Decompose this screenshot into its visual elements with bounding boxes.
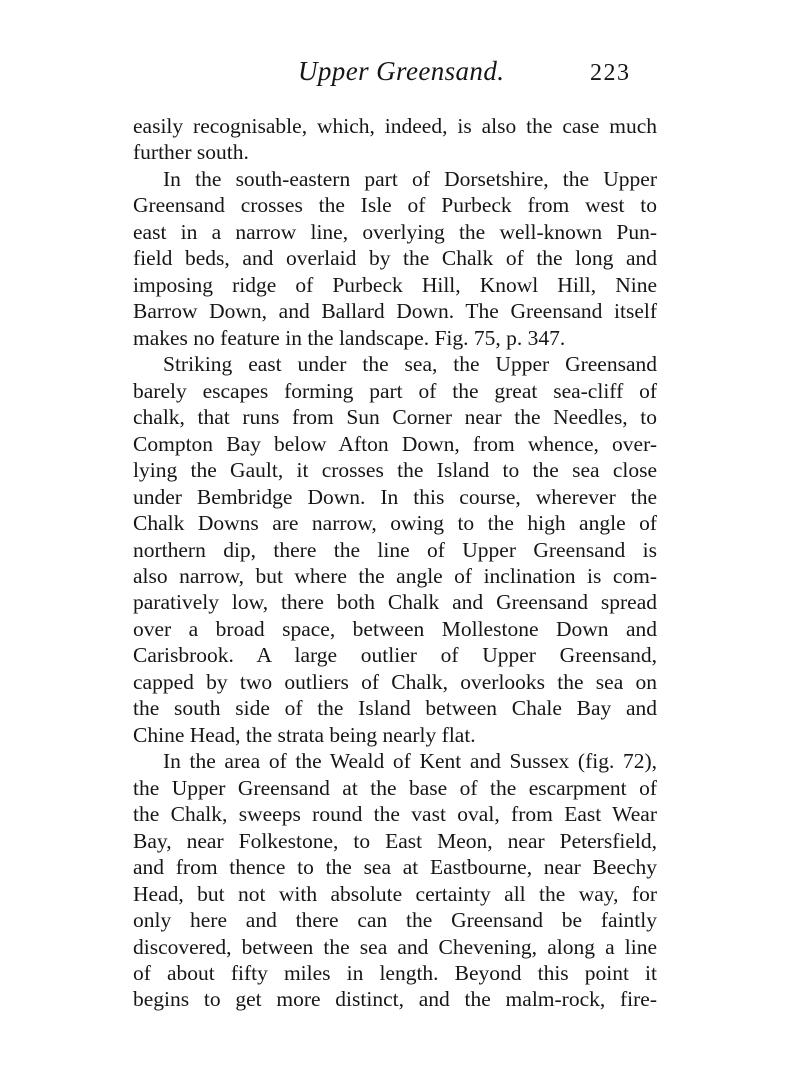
text-line: the Upper Greensand at the base of the escarpment of [133,775,657,800]
text-line: Greensand crosses the Isle of Purbeck from west to [133,193,657,218]
text-line: and from thence to the sea at Eastbourne, near Beechy [133,855,657,880]
text-line: Bay, near Folkestone, to East Meon, near Petersfield, [133,828,657,853]
text-line: Carisbrook. A large outlier of Upper Greensand, [133,643,657,668]
text-line: barely escapes forming part of the great sea-cliff of [133,378,657,403]
text-line: In the south-eastern part of Dorsetshire, the Upper [163,166,657,191]
text-line: over a broad space, between Mollestone Down and [133,616,657,641]
text-line: the south side of the Island between Chale Bay and [133,696,657,721]
text-line: discovered, between the sea and Chevening, along a line [133,934,657,959]
text-line: Barrow Down, and Ballard Down. The Greensand itself [133,299,657,324]
text-line: east in a narrow line, overlying the well-known Pun- [133,219,657,244]
text-line: Compton Bay below Afton Down, from whence, over- [133,431,657,456]
running-head [0,56,795,96]
text-line: only here and there can the Greensand be faintly [133,908,657,933]
text-line: capped by two outliers of Chalk, overlooks the sea on [133,669,657,694]
text-line: lying the Gault, it crosses the Island to the sea close [133,458,657,483]
text-line: paratively low, there both Chalk and Greensand spread [133,590,657,615]
body-text [133,113,657,1013]
text-line: makes no feature in the landscape. Fig. 75, p. 347. [133,325,566,350]
text-line: also narrow, but where the angle of inclination is com- [133,563,657,588]
text-line: easily recognisable, which, indeed, is also the case much [133,114,657,138]
text-line: Chine Head, the strata being nearly flat. [133,722,476,747]
text-line: Chalk Downs are narrow, owing to the high angle of [133,511,657,536]
text-line: further south. [133,140,249,165]
text-line: Striking east under the sea, the Upper Greensand [163,352,657,377]
text-line: chalk, that runs from Sun Corner near the Needles, to [133,405,657,430]
page-number: 223 [590,60,631,86]
text-line: Head, but not with absolute certainty all the way, for [133,881,657,906]
text-line: northern dip, there the line of Upper Greensand is [133,537,657,562]
text-line: field beds, and overlaid by the Chalk of the long and [133,246,657,271]
text-line: the Chalk, sweeps round the vast oval, from East Wear [133,802,657,827]
text-line: begins to get more distinct, and the malm-rock, fire- [133,987,657,1012]
running-title: Upper Greensand. [298,56,505,86]
text-line: In the area of the Weald of Kent and Sussex (fig. 72), [163,749,657,774]
text-line: under Bembridge Down. In this course, wherever the [133,484,657,509]
text-line: imposing ridge of Purbeck Hill, Knowl Hill, Nine [133,272,657,297]
text-line: of about fifty miles in length. Beyond this point it [133,961,657,985]
